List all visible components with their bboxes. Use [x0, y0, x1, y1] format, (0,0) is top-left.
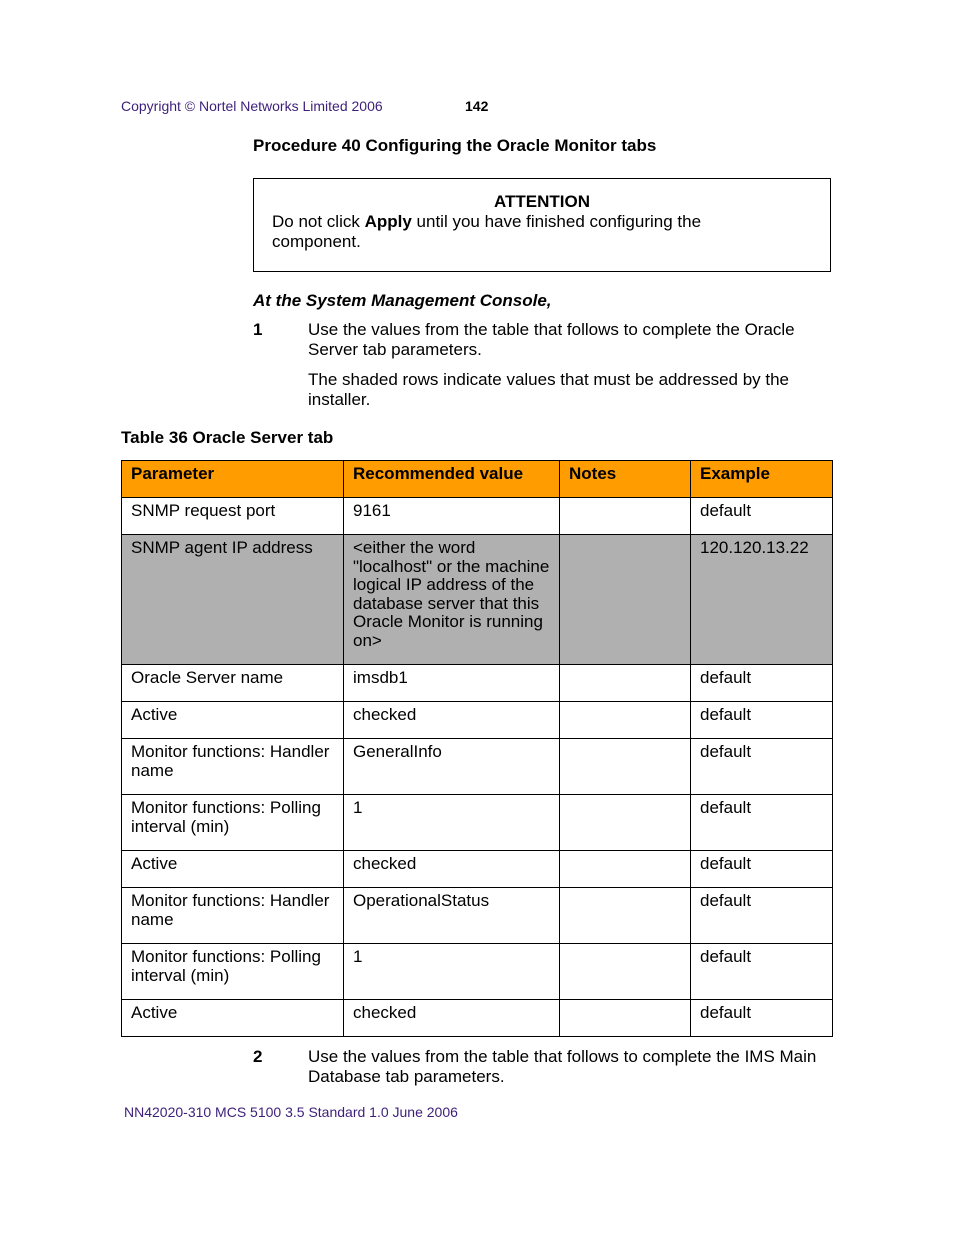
cell-notes [560, 888, 691, 944]
cell-notes [560, 944, 691, 1000]
cell-value: OperationalStatus [344, 888, 560, 944]
cell-notes [560, 665, 691, 702]
cell-example: default [691, 739, 833, 795]
cell-value: 1 [344, 944, 560, 1000]
attention-box [253, 178, 831, 272]
cell-example: default [691, 944, 833, 1000]
table-row [122, 888, 833, 944]
cell-parameter: Oracle Server name [122, 665, 344, 702]
cell-notes [560, 702, 691, 739]
cell-example: default [691, 888, 833, 944]
table-row-shaded [122, 535, 833, 665]
cell-notes [560, 1000, 691, 1037]
cell-value: checked [344, 702, 560, 739]
cell-example: default [691, 665, 833, 702]
cell-value: checked [344, 851, 560, 888]
table-row [122, 739, 833, 795]
table-row [122, 1000, 833, 1037]
cell-example: default [691, 795, 833, 851]
copyright-notice: Copyright © Nortel Networks Limited 2006 [121, 98, 383, 114]
column-header: Example [691, 461, 833, 498]
table-row [122, 702, 833, 739]
attention-text-pre: Do not click [272, 212, 365, 231]
column-header: Recommended value [344, 461, 560, 498]
attention-body [272, 212, 792, 252]
cell-parameter: Monitor functions: Handler name [122, 888, 344, 944]
table-row [122, 665, 833, 702]
column-header: Parameter [122, 461, 344, 498]
step-text: Use the values from the table that follows to complete the IMS Main Database tab parameters. [308, 1047, 817, 1086]
cell-value: GeneralInfo [344, 739, 560, 795]
document-footer: NN42020-310 MCS 5100 3.5 Standard 1.0 June 2006 [124, 1104, 458, 1120]
cell-example: default [691, 702, 833, 739]
cell-example: default [691, 851, 833, 888]
cell-parameter: SNMP agent IP address [122, 535, 344, 665]
cell-value: 1 [344, 795, 560, 851]
table-caption: Table 36 Oracle Server tab [121, 428, 334, 447]
apply-keyword: Apply [364, 212, 412, 231]
cell-value: 9161 [344, 498, 560, 535]
table-row [122, 498, 833, 535]
cell-parameter: SNMP request port [122, 498, 344, 535]
cell-example: default [691, 1000, 833, 1037]
step-note: The shaded rows indicate values that must be addressed by the installer. [308, 370, 790, 409]
cell-parameter: Monitor functions: Polling interval (min) [122, 795, 344, 851]
cell-notes [560, 498, 691, 535]
attention-text-post: until you have finished configuring the component. [272, 212, 702, 251]
table-row [122, 851, 833, 888]
step-number: 2 [253, 1047, 263, 1066]
table-header-row [122, 461, 833, 498]
cell-value: imsdb1 [344, 665, 560, 702]
cell-example: 120.120.13.22 [691, 535, 833, 665]
cell-value: <either the word "localhost" or the machine logical IP address of the database server that this Oracle Monitor is running on> [344, 535, 560, 665]
procedure-title: Procedure 40 Configuring the Oracle Monitor tabs [253, 136, 657, 155]
cell-parameter: Monitor functions: Handler name [122, 739, 344, 795]
cell-notes [560, 851, 691, 888]
attention-heading: ATTENTION [493, 192, 590, 211]
cell-example: default [691, 498, 833, 535]
cell-parameter: Active [122, 851, 344, 888]
page-number: 142 [465, 98, 489, 114]
table-row [122, 795, 833, 851]
step-text: Use the values from the table that follows to complete the Oracle Server tab parameters. [308, 320, 795, 359]
cell-value: checked [344, 1000, 560, 1037]
cell-parameter: Active [122, 1000, 344, 1037]
cell-notes [560, 795, 691, 851]
step-number: 1 [253, 320, 263, 339]
cell-parameter: Active [122, 702, 344, 739]
oracle-server-table [121, 460, 833, 1037]
column-header: Notes [560, 461, 691, 498]
cell-parameter: Monitor functions: Polling interval (min) [122, 944, 344, 1000]
table-row [122, 944, 833, 1000]
cell-notes [560, 535, 691, 665]
cell-notes [560, 739, 691, 795]
context-heading: At the System Management Console, [253, 291, 552, 310]
